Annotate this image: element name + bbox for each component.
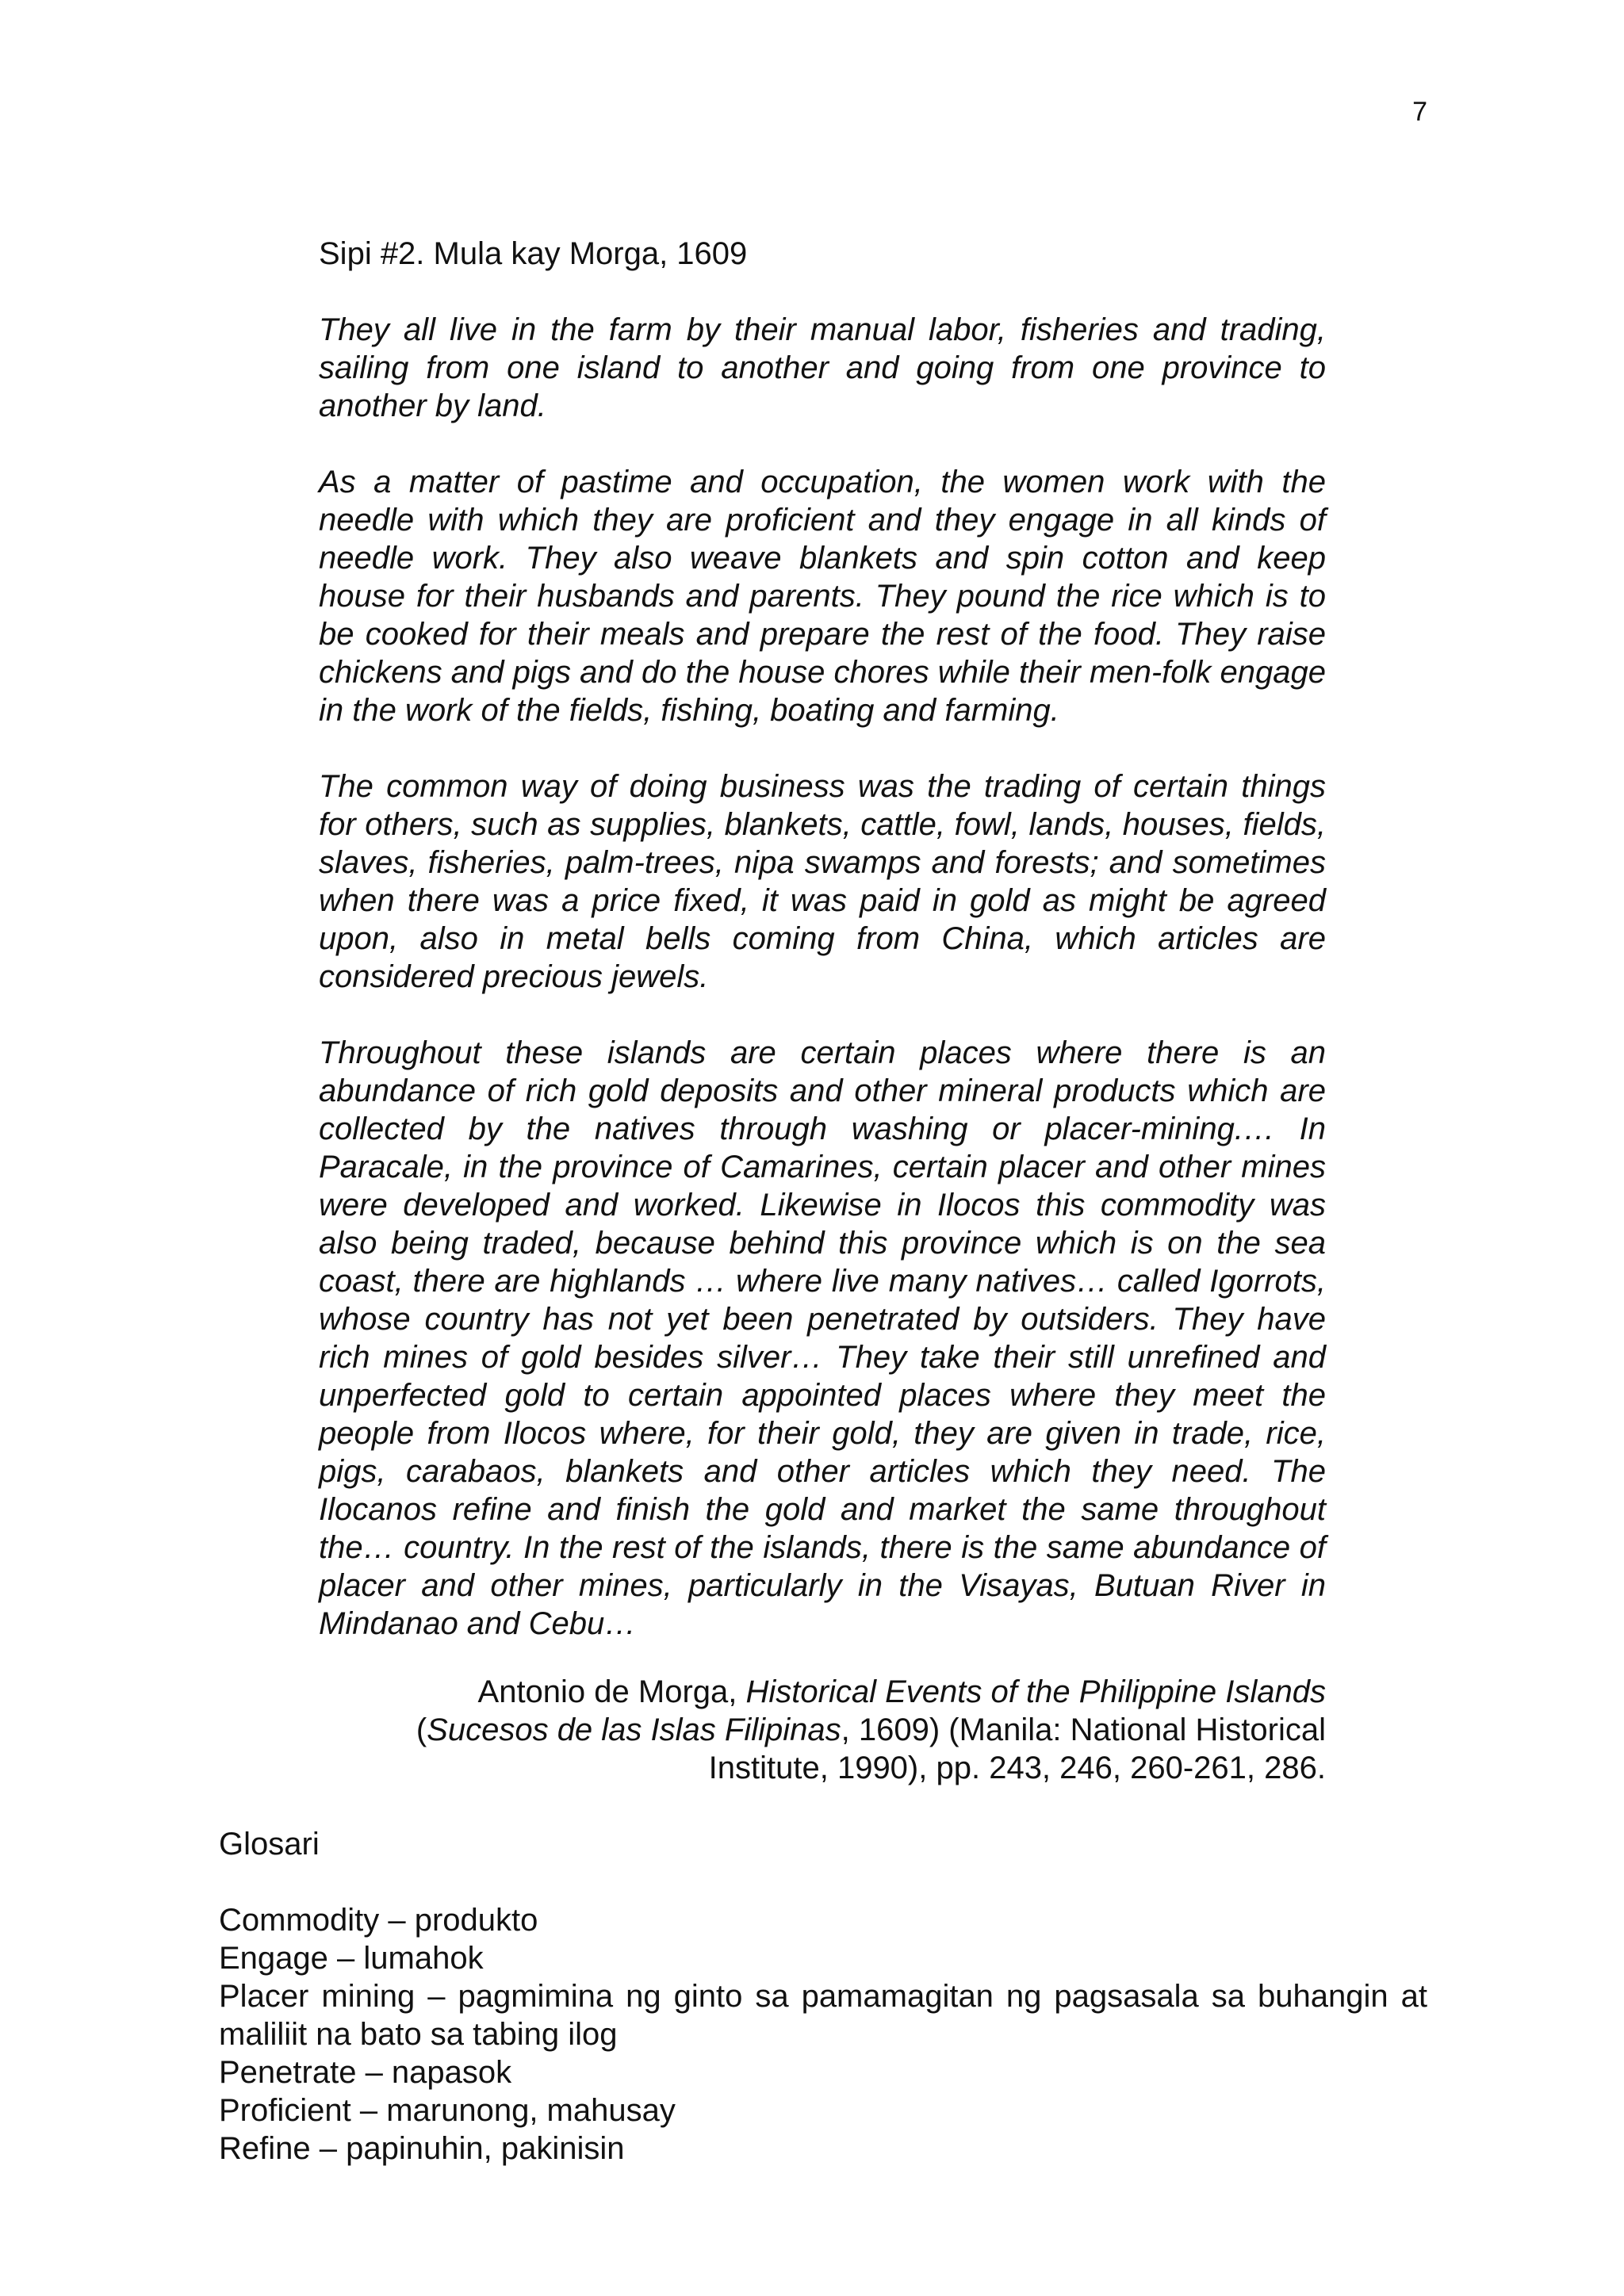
excerpt-heading: Sipi #2. Mula kay Morga, 1609 bbox=[319, 236, 748, 271]
quote-block bbox=[319, 311, 1326, 1643]
glossary-item-proficient: Proficient – marunong, mahusay bbox=[219, 2093, 676, 2128]
citation-open-paren: ( bbox=[416, 1712, 427, 1747]
glossary-item-placer-mining: Placer mining – pagmimina ng ginto sa pamamagitan ng pagsasala sa buhangin at maliliit na bato sa tabing ilog bbox=[219, 1979, 1427, 2052]
citation-title: Historical Events of the Philippine Islands bbox=[745, 1674, 1326, 1709]
citation-publication: , 1609) (Manila: National Historical bbox=[841, 1712, 1326, 1747]
citation-line-1 bbox=[319, 1673, 1326, 1711]
quote-paragraph-1: They all live in the farm by their manual labor, fisheries and trading, sailing from one island to another and going from one province to another by land. bbox=[319, 312, 1326, 423]
glossary-item-refine: Refine – papinuhin, pakinisin bbox=[219, 2131, 625, 2166]
citation bbox=[319, 1673, 1326, 1787]
glossary-item-penetrate: Penetrate – napasok bbox=[219, 2055, 512, 2090]
glossary-item-commodity: Commodity – produkto bbox=[219, 1903, 538, 1938]
page-number: 7 bbox=[1412, 97, 1427, 127]
citation-line-3: Institute, 1990), pp. 243, 246, 260-261, 286. bbox=[708, 1751, 1326, 1785]
quote-paragraph-4: Throughout these islands are certain places where there is an abundance of rich gold deposits and other mineral products which are collected by the natives through washing or placer-mining.… In Paracale, in the province of Camarines, certain placer and other mines were developed and worked. Likewise in Ilocos this commodity was also being traded, because behind this province which is on the sea coast, there are highlands … where live many natives… called Igorrots, whose country has not yet been penetrated by outsiders. They have rich mines of gold besides silver… They take their still unrefined and unperfected gold to certain appointed places where they meet the people from Ilocos where, for their gold, they are given in trade, rice, pigs, carabaos, blankets and other articles which they need. The Ilocanos refine and finish the gold and market the same throughout the… country. In the rest of the islands, there is the same abundance of placer and other mines, particularly in the Visayas, Butuan River in Mindanao and Cebu… bbox=[319, 1035, 1326, 1641]
citation-original-title: Sucesos de las Islas Filipinas bbox=[427, 1712, 841, 1747]
glossary-item-engage: Engage – lumahok bbox=[219, 1941, 484, 1976]
citation-line-2 bbox=[319, 1711, 1326, 1749]
quote-paragraph-2: As a matter of pastime and occupation, the women work with the needle with which they are proficient and they engage in all kinds of needle work. They also weave blankets and spin cotton and keep house for their husbands and parents. They pound the rice which is to be cooked for their meals and prepare the rest of the food. They raise chickens and pigs and do the house chores while their men-folk engage in the work of the fields, fishing, boating and farming. bbox=[319, 465, 1326, 728]
glossary-title: Glosari bbox=[219, 1827, 320, 1862]
glossary-list bbox=[219, 1901, 1427, 2168]
quote-paragraph-3: The common way of doing business was the trading of certain things for others, such as supplies, blankets, cattle, fowl, lands, houses, fields, slaves, fisheries, palm-trees, nipa swamps and forests; and sometimes when there was a price fixed, it was paid in gold as might be agreed upon, also in metal bells coming from China, which articles are considered precious jewels. bbox=[319, 769, 1326, 994]
citation-author: Antonio de Morga, bbox=[477, 1674, 746, 1709]
